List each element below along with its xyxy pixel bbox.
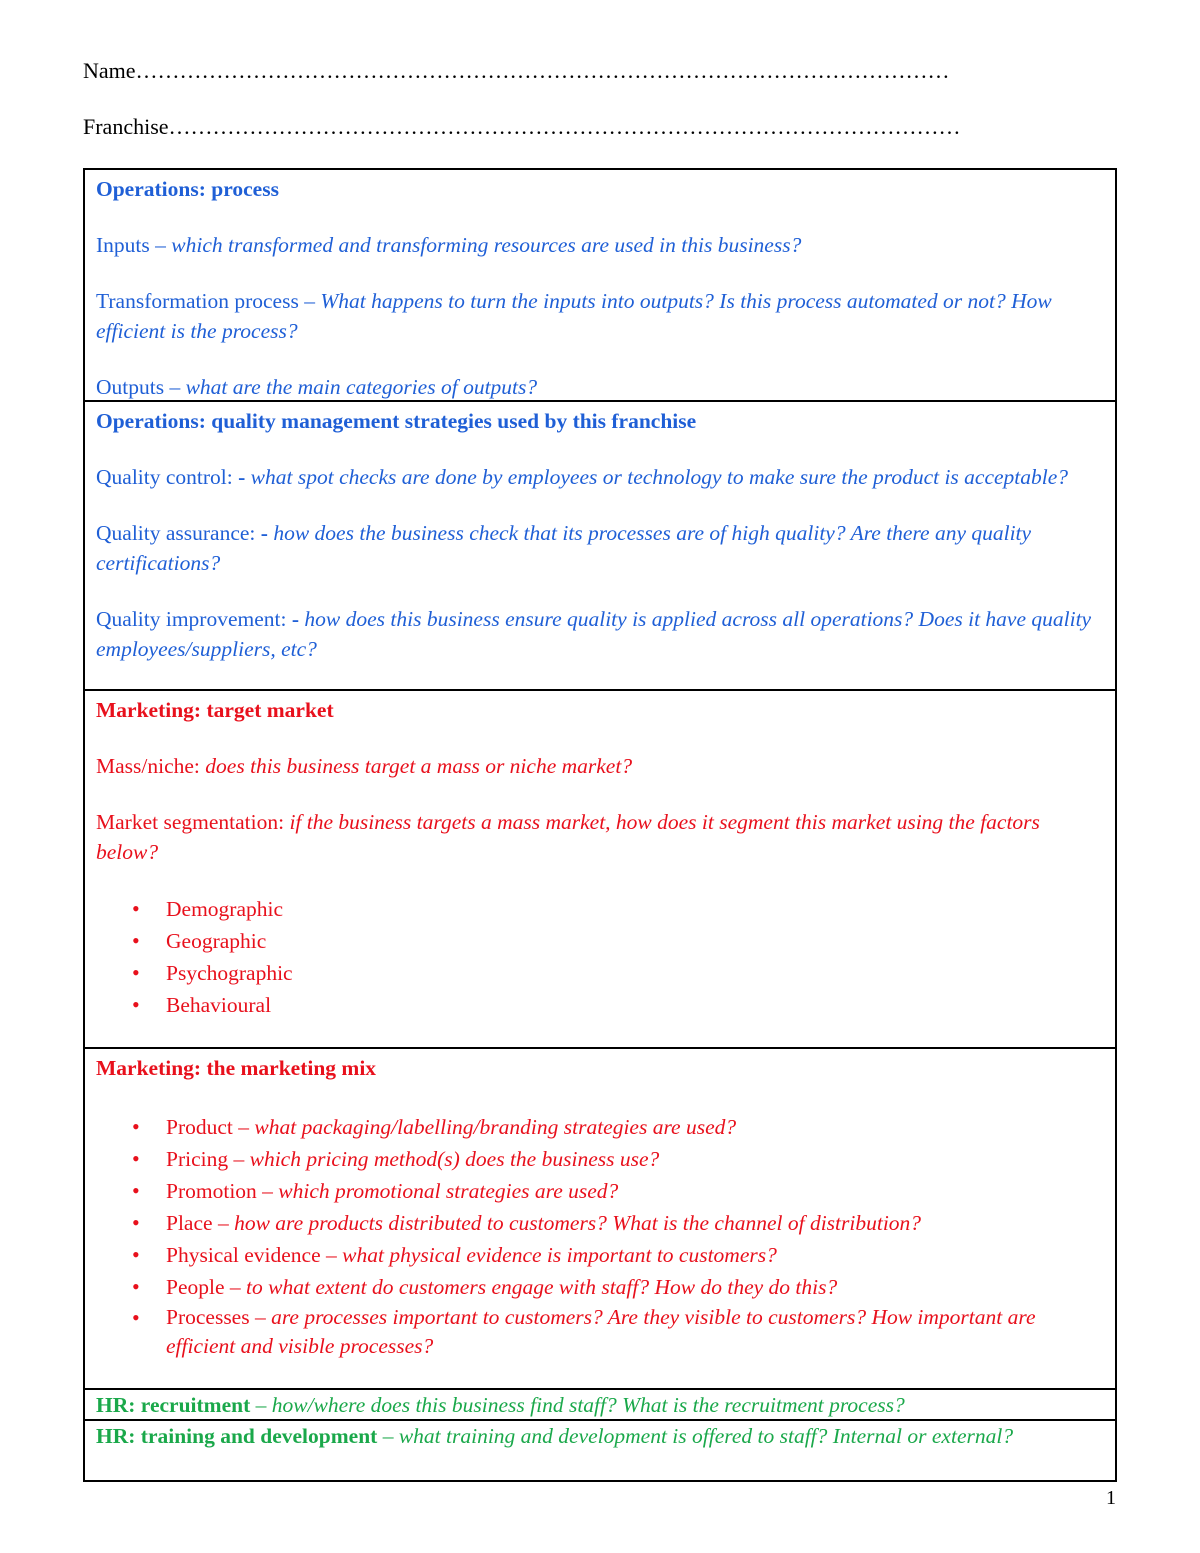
recruitment-question: how/where does this business find staff? What is the recruitment process?	[271, 1393, 905, 1417]
dash: –	[320, 1243, 343, 1267]
inputs-prompt	[96, 230, 1105, 260]
name-label: Name	[83, 58, 136, 83]
quality-improvement-label: Quality improvement:	[96, 607, 292, 631]
mix-item-question: to what extent do customers engage with staff? How do they do this?	[246, 1275, 838, 1299]
dash: –	[232, 1115, 255, 1139]
list-item	[166, 1175, 1105, 1207]
section-hr-training[interactable]	[85, 1419, 1115, 1480]
list-item	[166, 1143, 1105, 1175]
dash: –	[228, 1147, 250, 1171]
franchise-label: Franchise	[83, 114, 169, 139]
name-field[interactable]	[83, 58, 950, 84]
section-title: HR: recruitment	[96, 1393, 251, 1417]
mix-item-question: which promotional strategies are used?	[278, 1179, 619, 1203]
outputs-prompt	[96, 372, 1105, 400]
section-title: Operations: process	[96, 177, 279, 201]
quality-assurance-prompt	[96, 518, 1105, 578]
mix-item-label: Physical evidence	[166, 1243, 321, 1267]
segmentation-factor-list	[96, 893, 1105, 1021]
mass-niche-prompt	[96, 751, 1105, 781]
list-item: • Geographic	[166, 925, 1105, 957]
mix-item-question: what physical evidence is important to customers?	[342, 1243, 777, 1267]
list-item: • Demographic	[166, 893, 1105, 925]
section-title: Marketing: target market	[96, 698, 334, 722]
mix-item-label: People	[166, 1275, 225, 1299]
page-number: 1	[1106, 1487, 1116, 1509]
list-item: • Behavioural	[166, 989, 1105, 1021]
section-title: Operations: quality management strategies used by this franchise	[96, 409, 697, 433]
quality-control-prompt	[96, 462, 1105, 492]
transformation-label: Transformation process –	[96, 289, 321, 313]
quality-assurance-question: how does the business check that its processes are of high quality? Are there any quality certifications?	[96, 521, 1032, 575]
mix-item-label: Pricing	[166, 1147, 229, 1171]
worksheet-table	[83, 168, 1117, 1482]
dash: –	[224, 1275, 247, 1299]
inputs-label: Inputs –	[96, 233, 172, 257]
list-item: • Psychographic	[166, 957, 1105, 989]
mix-item-question: are processes important to customers? Are they visible to customers? How important are efficient and visible processes?	[166, 1305, 1036, 1358]
quality-improvement-prompt	[96, 604, 1105, 664]
outputs-label: Outputs –	[96, 375, 186, 399]
inputs-question: which transformed and transforming resources are used in this business?	[171, 233, 802, 257]
section-hr-recruitment[interactable]	[85, 1388, 1115, 1419]
mix-item-label: Product	[166, 1115, 233, 1139]
transformation-question: What happens to turn the inputs into outputs? Is this process automated or not? How efficient is the process?	[96, 289, 1052, 343]
dash: –	[377, 1424, 399, 1448]
mix-item-question: what packaging/labelling/branding strategies are used?	[254, 1115, 737, 1139]
recruitment-prompt	[96, 1390, 1105, 1419]
quality-assurance-label: Quality assurance:	[96, 521, 261, 545]
dash: -	[260, 521, 274, 545]
training-question: what training and development is offered to staff? Internal or external?	[398, 1424, 1014, 1448]
segmentation-label: Market segmentation:	[96, 810, 290, 834]
mix-item-label: Processes	[166, 1305, 250, 1329]
dash: –	[249, 1305, 272, 1329]
section-title: HR: training and development	[96, 1424, 378, 1448]
list-item	[166, 1111, 1105, 1143]
dash: –	[256, 1179, 279, 1203]
list-item	[166, 1303, 1105, 1361]
list-item	[166, 1239, 1105, 1271]
mix-item-question: how are products distributed to customers? What is the channel of distribution?	[234, 1211, 922, 1235]
segmentation-question: if the business targets a mass market, how does it segment this market using the factors below?	[96, 810, 1040, 864]
quality-control-label: Quality control:	[96, 465, 239, 489]
franchise-dotted-line[interactable]: ………………………………………………………………………………………………	[168, 114, 961, 139]
quality-improvement-question: how does this business ensure quality is applied across all operations? Does it have quality employees/suppliers, etc?	[96, 607, 1092, 661]
quality-control-question: what spot checks are done by employees or technology to make sure the product is acceptable?	[250, 465, 1069, 489]
name-dotted-line[interactable]: …………………………………………………………………………………………………	[135, 58, 950, 83]
training-prompt	[96, 1421, 1105, 1451]
section-operations-quality[interactable]	[85, 400, 1115, 689]
dash: -	[238, 465, 251, 489]
dash: -	[291, 607, 305, 631]
list-item	[166, 1271, 1105, 1303]
mix-item-label: Place	[166, 1211, 213, 1235]
section-marketing-mix[interactable]	[85, 1047, 1115, 1388]
dash: –	[250, 1393, 272, 1417]
section-title: Marketing: the marketing mix	[96, 1056, 377, 1080]
outputs-question: what are the main categories of outputs?	[185, 375, 538, 399]
section-marketing-target[interactable]	[85, 689, 1115, 1047]
mass-niche-question: does this business target a mass or niche market?	[205, 754, 633, 778]
mix-item-question: which pricing method(s) does the business use?	[249, 1147, 660, 1171]
dash: –	[212, 1211, 235, 1235]
mix-item-label: Promotion	[166, 1179, 257, 1203]
mass-niche-label: Mass/niche:	[96, 754, 206, 778]
transformation-prompt	[96, 286, 1105, 346]
marketing-mix-list	[96, 1111, 1105, 1361]
section-operations-process[interactable]	[85, 170, 1115, 400]
list-item	[166, 1207, 1105, 1239]
franchise-field[interactable]	[83, 114, 961, 140]
segmentation-prompt	[96, 807, 1105, 867]
